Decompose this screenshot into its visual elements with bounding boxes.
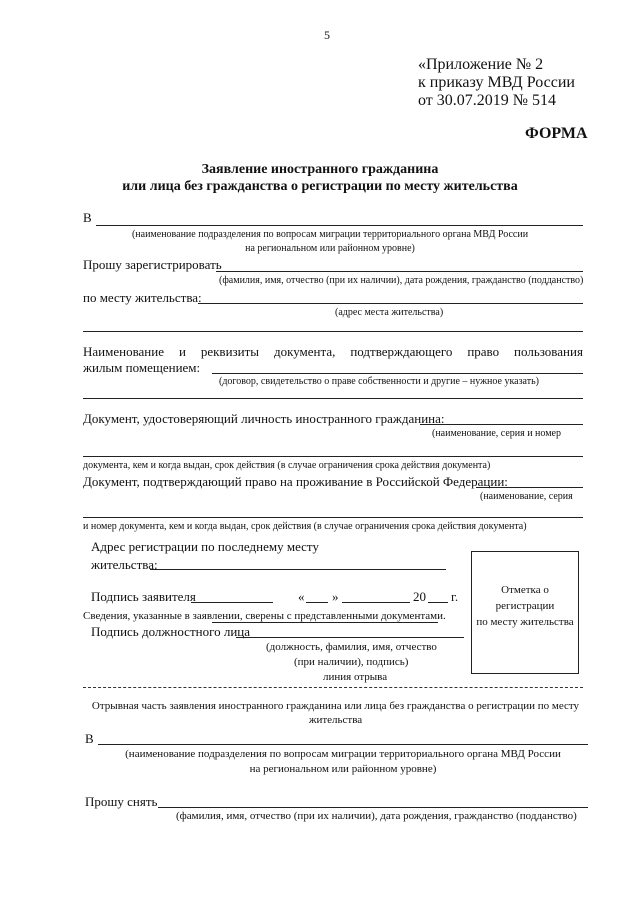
year-suffix: г. (451, 589, 459, 604)
person-hint: (фамилия, имя, отчество (при их наличии), дата рождения, гражданство (подданство) (219, 275, 584, 286)
housing-hint: (договор, свидетельство о праве собственности и другие – нужное указать) (219, 376, 539, 387)
permit-extra-line[interactable] (83, 517, 583, 518)
appendix-line-1: «Приложение № 2 (418, 56, 544, 73)
tear-off-heading-2: жительства (308, 714, 363, 726)
tear-off-to-hint-2: на региональном или районном уровне) (249, 763, 437, 775)
housing-field-line[interactable] (212, 373, 583, 374)
tear-off-to-prefix: В (85, 731, 94, 746)
housing-label-line-2: жилым помещением: (83, 360, 201, 375)
verified-underline (212, 622, 438, 623)
housing-word: Наименование (83, 344, 164, 359)
id-doc-hint-2: документа, кем и когда выдан, срок действия (в случае ограничения срока действия документа) (83, 460, 491, 471)
to-hint-1: (наименование подразделения по вопросам миграции территориального органа МВД России (131, 229, 529, 240)
prev-address-line-1: Адрес регистрации по последнему месту (91, 539, 319, 554)
page-number: 5 (324, 28, 330, 42)
id-doc-extra-line[interactable] (83, 456, 583, 457)
housing-extra-line[interactable] (83, 398, 583, 399)
signature-label: Подпись заявителя (91, 589, 196, 604)
official-sign-label: Подпись должностного лица (91, 624, 251, 639)
residence-label: по месту жительства: (83, 290, 202, 305)
person-field-line[interactable] (216, 271, 583, 272)
prev-address-line-2: жительства: (91, 557, 158, 572)
housing-word: реквизиты (200, 344, 260, 359)
tear-line-label: линия отрыва (323, 671, 388, 683)
permit-field-line[interactable] (476, 487, 583, 488)
address-hint: (адрес места жительства) (335, 307, 444, 318)
permit-label: Документ, подтверждающий право на проживание в Российской Федерации: (83, 474, 508, 489)
request-label: Прошу зарегистрировать (83, 257, 222, 272)
residence-field-line[interactable] (198, 303, 583, 304)
tear-off-person-hint: (фамилия, имя, отчество (при их наличии), дата рождения, гражданство (подданство) (176, 810, 577, 822)
quote-open: « (298, 589, 305, 604)
stamp-box-line-1: Отметка о (501, 584, 549, 596)
id-doc-label: Документ, удостоверяющий личность иностранного гражданина: (83, 411, 445, 426)
appendix-line-2: к приказу МВД России (418, 74, 575, 91)
title-line-1: Заявление иностранного гражданина (201, 162, 439, 177)
housing-line-1 (83, 344, 583, 360)
year-prefix: 20 (413, 589, 426, 604)
to-hint-2: на региональном или районном уровне) (245, 243, 415, 254)
housing-word: пользования (514, 344, 583, 359)
stamp-box-line-2: регистрации (495, 600, 555, 612)
tear-off-to-hint-1: (наименование подразделения по вопросам миграции территориального органа МВД России (125, 748, 561, 760)
official-hint-1: (должность, фамилия, имя, отчество (266, 641, 437, 653)
stamp-box-line-3: по месту жительства (476, 616, 574, 628)
title-line-2: или лица без гражданства о регистрации по месту жительства (122, 179, 518, 194)
verified-text: Сведения, указанные в заявлении, сверены с представленными документами. (83, 610, 446, 622)
registration-stamp-box (471, 551, 579, 674)
year-field-line[interactable] (428, 602, 448, 603)
signature-field-line[interactable] (191, 602, 273, 603)
official-sign-field-line[interactable] (236, 637, 464, 638)
housing-word: документа, (273, 344, 336, 359)
quote-close: » (332, 589, 339, 604)
address-extra-line[interactable] (83, 331, 583, 332)
remove-field-line[interactable] (158, 807, 588, 808)
official-hint-2: (при наличии), подпись) (294, 656, 409, 668)
permit-hint-2: и номер документа, кем и когда выдан, срок действия (в случае ограничения срока действия документа) (83, 521, 527, 532)
id-doc-hint: (наименование, серия и номер (432, 428, 561, 439)
prev-address-field-line[interactable] (150, 569, 446, 570)
day-field-line[interactable] (306, 602, 328, 603)
to-prefix: В (83, 210, 92, 225)
tear-off-to-field-line[interactable] (98, 744, 588, 745)
to-field-line[interactable] (96, 225, 583, 226)
housing-word: и (178, 344, 186, 359)
permit-hint: (наименование, серия (480, 491, 573, 502)
tear-line (83, 687, 583, 688)
month-field-line[interactable] (342, 602, 410, 603)
id-doc-field-line[interactable] (420, 424, 583, 425)
remove-label: Прошу снять (85, 794, 158, 809)
appendix-line-3: от 30.07.2019 № 514 (418, 92, 557, 109)
form-label: ФОРМА (525, 125, 588, 142)
tear-off-heading-1: Отрывная часть заявления иностранного гражданина или лица без гражданства о регистрации по месту (91, 700, 580, 712)
housing-word: право (467, 344, 500, 359)
housing-word: подтверждающего (350, 344, 453, 359)
